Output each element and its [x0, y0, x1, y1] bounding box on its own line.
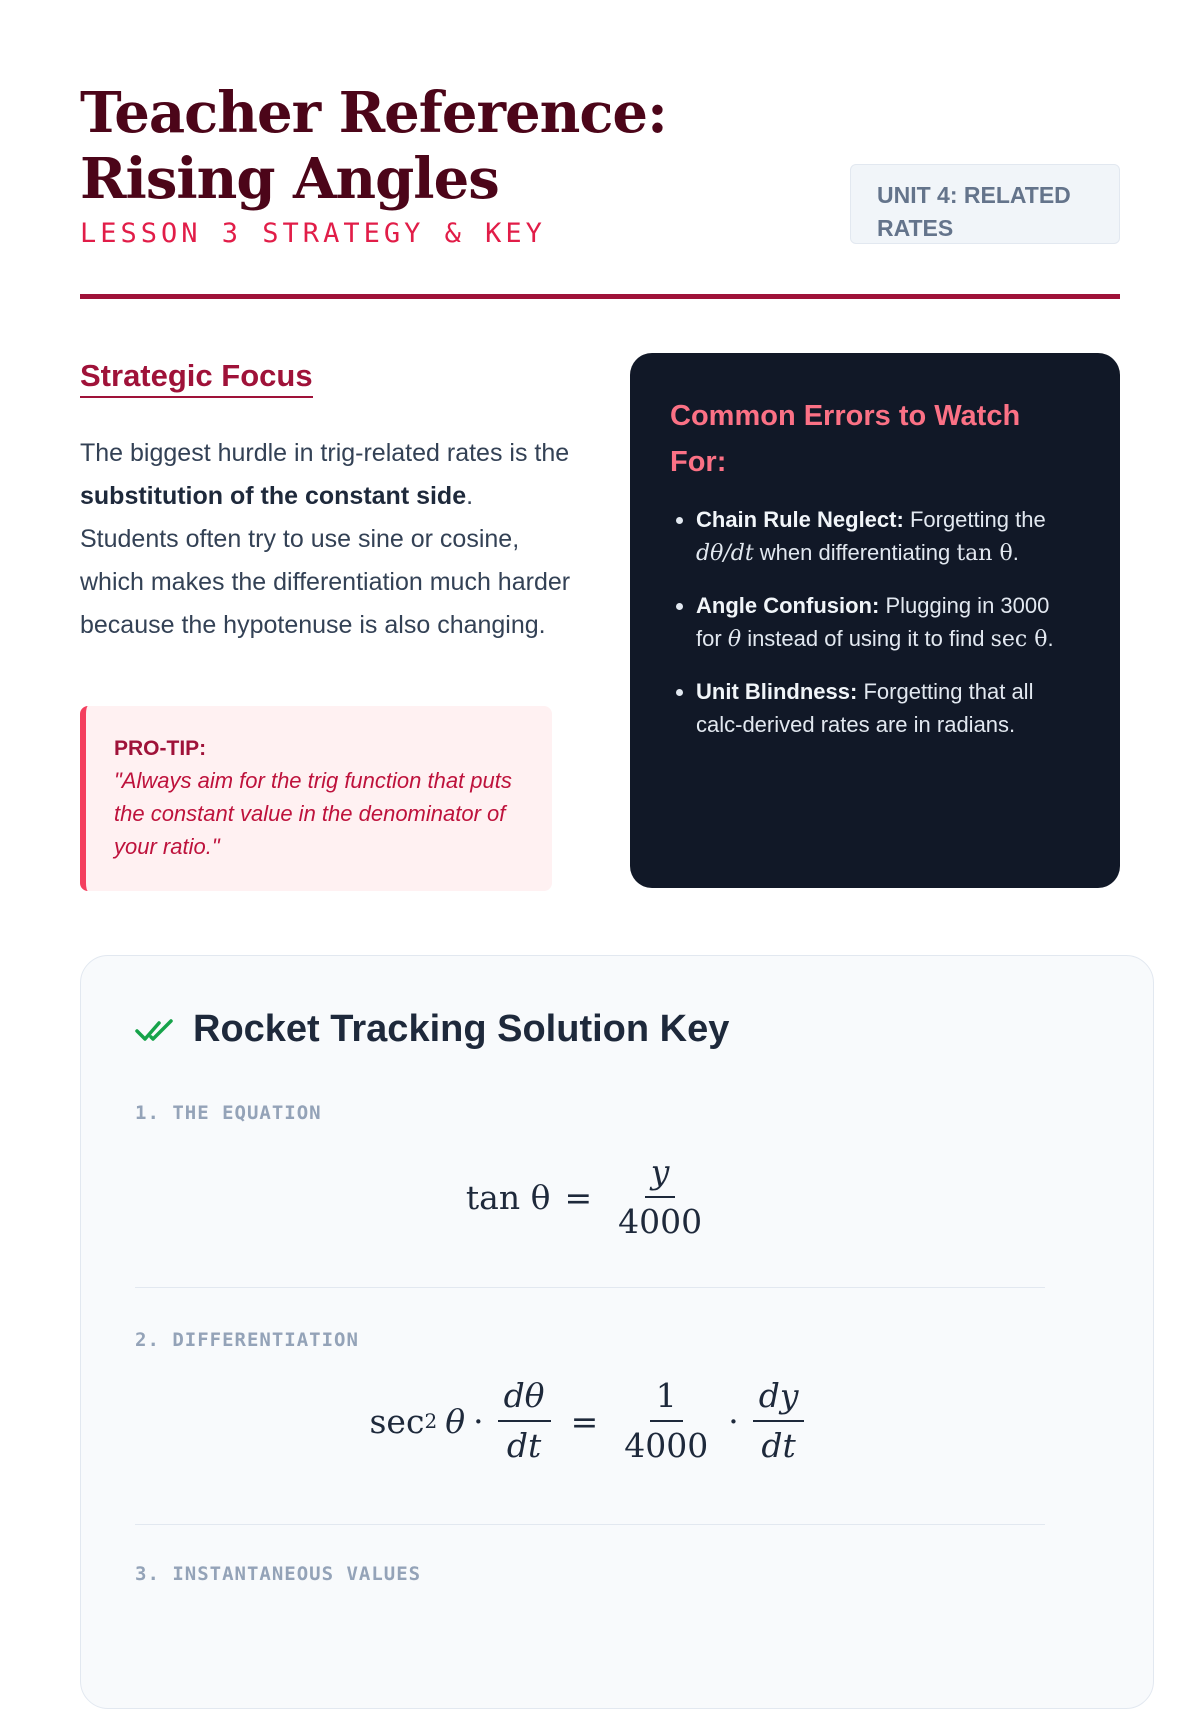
double-check-icon [135, 1015, 175, 1045]
eq-theta: θ [445, 1401, 466, 1441]
solution-key-title: Rocket Tracking Solution Key [193, 1008, 730, 1050]
error-text: Forgetting the [909, 507, 1046, 532]
eq-equals: = [570, 1401, 599, 1441]
strategic-focus-section [80, 358, 575, 859]
solution-key-header [135, 1008, 1153, 1051]
error-item-chain-rule [696, 503, 1080, 570]
eq-fraction-dtheta [498, 1376, 551, 1466]
body-text-2: . Students often try to use sine or cosine, which makes the differentiation much harder because the hypotenuse is also changing. [80, 482, 571, 639]
error-text: . [1012, 540, 1019, 565]
eq-denominator: 4000 [624, 1426, 709, 1465]
common-errors-heading: Common Errors to Watch For: [670, 400, 1021, 478]
eq-dot: · [473, 1401, 484, 1441]
pro-tip-label: PRO-TIP: [114, 737, 207, 760]
eq-denominator: dt [506, 1426, 542, 1465]
math-expression: tan θ [956, 541, 1013, 566]
error-label: Chain Rule Neglect: [696, 507, 904, 532]
eq-denominator: 4000 [618, 1202, 703, 1241]
strategic-focus-body [80, 432, 575, 647]
eq-equals: = [564, 1177, 593, 1217]
eq-lhs: tan θ [465, 1177, 551, 1217]
eq-numerator: 1 [650, 1376, 683, 1422]
header-divider [80, 294, 1120, 299]
common-errors-card [630, 353, 1120, 888]
solution-key-card [80, 955, 1154, 1709]
eq-numerator: y [645, 1152, 676, 1198]
math-expression: dθ/dt [696, 541, 754, 566]
step-label-differentiation: 2. DIFFERENTIATION [135, 1329, 359, 1351]
error-text: Plugging in 3000 for [696, 593, 1050, 651]
eq-dot: · [728, 1401, 739, 1441]
section-divider [135, 1287, 1045, 1288]
body-emphasis: substitution of the constant side [80, 482, 467, 510]
pro-tip-callout [80, 706, 552, 891]
error-item-angle-confusion [696, 589, 1080, 656]
error-text: when differentiating [759, 540, 951, 565]
error-text: Forgetting that all calc-derived rates are in radians. [696, 679, 1034, 737]
section-divider [135, 1524, 1045, 1525]
step-label-instantaneous: 3. INSTANTANEOUS VALUES [135, 1563, 422, 1585]
page-subtitle: LESSON 3 STRATEGY & KEY [80, 218, 546, 249]
eq-fraction [612, 1152, 708, 1242]
equation-tangent [81, 1152, 1099, 1242]
unit-badge: UNIT 4: RELATED RATES [850, 164, 1120, 244]
eq-denominator: dt [761, 1426, 796, 1465]
eq-numerator: dy [753, 1376, 805, 1422]
page-title: Teacher Reference: Rising Angles [80, 80, 667, 212]
error-label: Unit Blindness: [696, 679, 858, 704]
eq-fraction-dy [753, 1376, 805, 1466]
error-text: . [1047, 626, 1054, 651]
equation-differentiation [81, 1376, 1099, 1466]
eq-numerator: dθ [498, 1376, 551, 1422]
common-errors-list [670, 503, 1080, 741]
error-label: Angle Confusion: [696, 593, 880, 618]
page-header [80, 80, 1120, 300]
strategic-focus-heading: Strategic Focus [80, 358, 313, 398]
step-label-equation: 1. THE EQUATION [135, 1102, 322, 1124]
math-expression: θ [727, 627, 742, 652]
math-expression: sec θ [990, 627, 1048, 652]
body-text-1: The biggest hurdle in trig-related rates is the [80, 439, 570, 467]
pro-tip-text: "Always aim for the trig function that puts the constant value in the denominator of your ratio." [114, 768, 512, 859]
eq-exponent: 2 [424, 1409, 438, 1433]
eq-sec: sec [369, 1401, 425, 1441]
error-text: instead of using it to find [747, 626, 985, 651]
error-item-unit-blindness [696, 675, 1080, 741]
eq-fraction-constant [618, 1376, 714, 1466]
